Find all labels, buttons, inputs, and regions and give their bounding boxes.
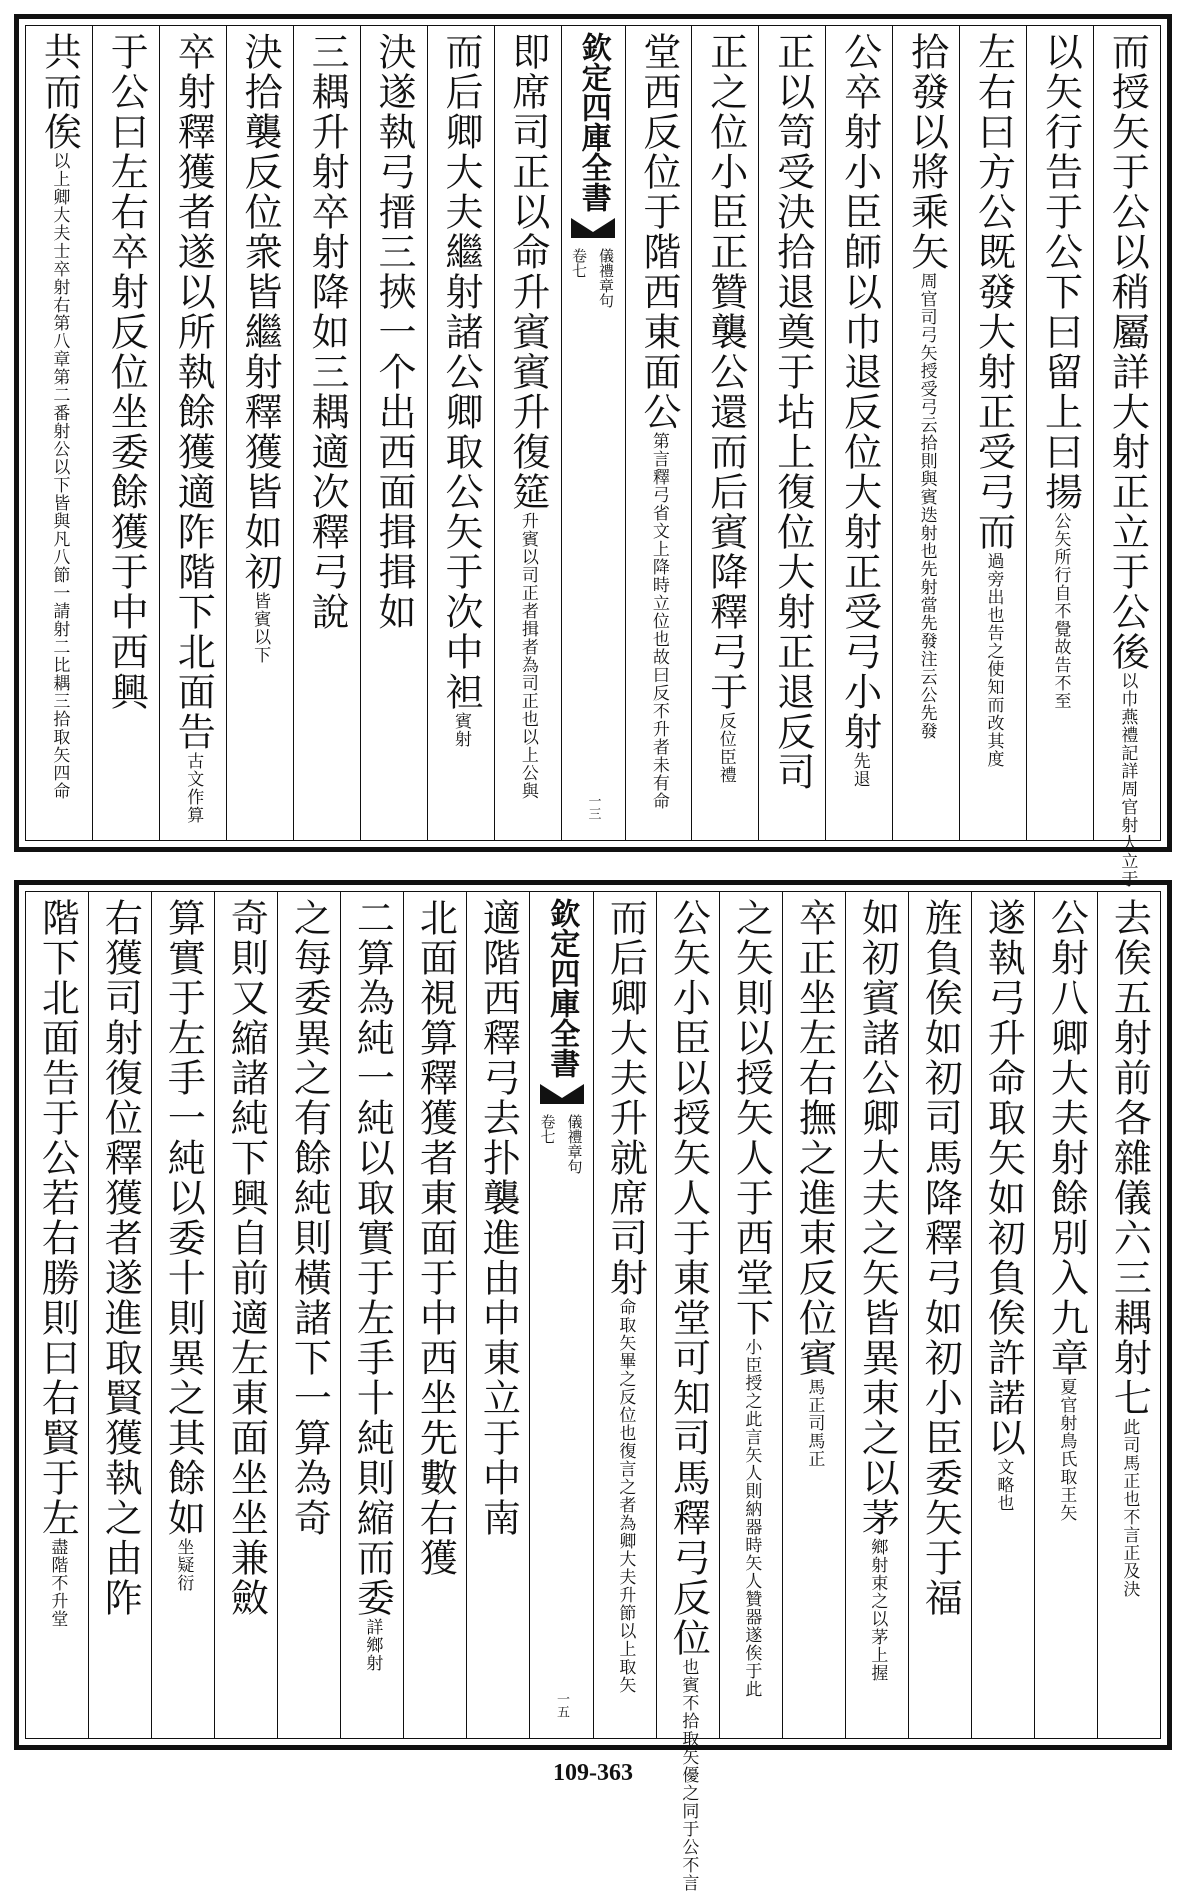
main-text: 公矢小臣以授矢人于東堂可知司馬釋弓反位 [666,898,711,1658]
left-column [92,26,159,840]
right-column [845,892,908,1738]
main-text: 共而俟 [37,32,82,152]
left-column [277,892,340,1738]
main-text: 以矢行告于公下曰留上曰揚 [1038,32,1083,512]
main-text: 適階西釋弓去扑襲進由中東立于中南 [476,898,521,1538]
main-text: 北面視算釋獲者東面于中西坐先數右獲 [413,898,458,1578]
commentary-note: 小臣授之此言矢人則納器時矢人贊器遂俟于此 [741,1338,762,1698]
fish-tail-mark-icon [540,1084,584,1104]
commentary-note: 升賓以司正者揖者為司正也以上公與 [517,512,538,800]
book-title: 儀禮章句 [565,1114,584,1174]
volume-number: 卷七 [570,248,588,278]
book-series-title: 欽定四庫全書 [575,32,611,212]
commentary-note: 過旁出也告之使知而改其度 [983,552,1004,768]
commentary-note: 鄉射束之以茅上握 [867,1538,888,1682]
commentary-note: 坐疑衍 [173,1538,194,1592]
right-column [971,892,1034,1738]
volume-number: 卷七 [538,1114,557,1144]
commentary-note: 皆賓以下 [250,592,271,664]
right-column [825,26,892,840]
right-column [892,26,959,840]
left-column [88,892,151,1738]
commentary-note: 命取矢畢之反位也復言之者為卿大夫升節以上取矢 [615,1298,636,1694]
main-text: 旌負俟如初司馬降釋弓如初小臣委矢于福 [918,898,963,1618]
main-text: 正之位小臣正贊襲公還而后賓降釋弓于 [703,32,748,712]
right-column [593,892,656,1738]
main-text: 而后卿大夫繼射諸公卿取公矢于次中袒 [438,32,483,712]
commentary-note: 先退 [849,752,870,788]
left-column [360,26,427,840]
main-text: 決拾襲反位衆皆繼射釋獲皆如初 [238,32,283,592]
left-column [427,26,494,840]
commentary-note: 以巾燕禮記詳周官射人立于 [1117,672,1138,888]
right-column [908,892,971,1738]
left-column [159,26,226,840]
main-text: 之矢則以授矢人于西堂下 [729,898,774,1338]
main-text: 于公曰左右卒射反位坐委餘獲于中西興 [104,32,149,712]
folio-number: 一五 [554,1692,569,1718]
left-column [340,892,403,1738]
commentary-note: 詳鄉射 [362,1618,383,1672]
main-text: 而授矢于公以稍屬詳大射正立于公後 [1105,32,1150,672]
left-column [151,892,214,1738]
main-text: 拾發以將乘矢 [904,32,949,272]
book-title: 儀禮章句 [597,248,615,308]
right-column [719,892,782,1738]
main-text: 三耦升射卒射降如三耦適次釋弓說 [305,32,350,632]
commentary-note: 第言釋弓省文上降時立位也故曰反不升者未有命 [648,432,669,810]
commentary-note: 以上卿大夫士卒射右第八章第二番射公以下皆與凡八節一請射二比耦三拾取矢四命 [49,152,70,800]
main-text: 公射八卿大夫射餘別入九章 [1044,898,1089,1378]
left-column [293,26,360,840]
commentary-note: 夏官射鳥氏取王矢 [1056,1378,1077,1522]
right-column [782,892,845,1738]
left-column [26,26,92,840]
main-text: 遂執弓升命取矢如初負俟許諾以 [981,898,1026,1458]
right-column [691,26,758,840]
right-column [625,26,692,840]
center-margin [561,26,625,840]
main-text: 卒射釋獲者遂以所執餘獲適阼階下北面告 [171,32,216,752]
main-text: 二算為純一純以取實于左手十純則縮而委 [350,898,395,1618]
fish-tail-mark-icon [571,218,615,238]
center-margin [529,892,593,1738]
commentary-note: 馬正司馬正 [804,1378,825,1468]
main-text: 正以笥受決拾退奠于坫上復位大射正退反司 [770,32,815,792]
commentary-note: 反位臣禮 [715,712,736,784]
main-text: 階下北面告于公若右勝則曰右賢于左 [35,898,80,1538]
commentary-note: 公矢所行自不覺故告不至 [1050,512,1071,710]
main-text: 決遂執弓搢三挾一个出西面揖揖如 [372,32,417,632]
top-page-frame [14,14,1172,888]
commentary-note: 古文作算 [183,752,204,824]
main-text: 左右曰方公既發大射正受弓而 [971,32,1016,552]
left-column [403,892,466,1738]
book-series-title: 欽定四庫全書 [544,898,580,1078]
main-text: 如初賓諸公卿大夫之矢皆異束之以茅 [855,898,900,1538]
folio-number: 一三 [585,794,601,820]
right-column [1026,26,1093,840]
right-column [1034,892,1097,1738]
left-column [226,26,293,840]
right-column [758,26,825,840]
right-column [656,892,719,1892]
left-column [214,892,277,1738]
left-column [466,892,529,1738]
commentary-note: 盡階不升堂 [47,1538,68,1628]
right-column [1097,892,1160,1738]
main-text: 而后卿大夫升就席司射 [603,898,648,1298]
main-text: 右獲司射復位釋獲者遂進取賢獲執之由阼 [98,898,143,1618]
main-text: 算實于左手一純以委十則異之其餘如 [161,898,206,1538]
right-column [959,26,1026,840]
commentary-note: 賓射 [450,712,471,748]
top-text-block [25,25,1161,888]
main-text: 奇則又縮諸純下興自前適左東面坐坐兼斂 [224,898,269,1618]
commentary-note: 文略也 [993,1458,1014,1512]
commentary-note: 此司馬正也不言正及決 [1119,1418,1140,1598]
commentary-note: 也賓不拾取矢優之同于公不言 [678,1658,699,1892]
main-text: 即席司正以命升賓賓升復筵 [505,32,550,512]
main-text: 卒正坐左右撫之進束反位賓 [792,898,837,1378]
page-number: 109-363 [553,1760,633,1786]
main-text: 之每委異之有餘純則橫諸下一算為奇 [287,898,332,1538]
main-text: 公卒射小臣師以巾退反位大射正受弓小射 [837,32,882,752]
left-column [26,892,88,1738]
left-column [494,26,561,840]
main-text: 堂西反位于階西東面公 [636,32,681,432]
main-text: 去俟五射前各雜儀六三耦射七 [1107,898,1152,1418]
commentary-note: 周官司弓矢授受弓云拾則與賓迭射也先射當先發注云公先發 [916,272,937,740]
right-column [1093,26,1160,888]
